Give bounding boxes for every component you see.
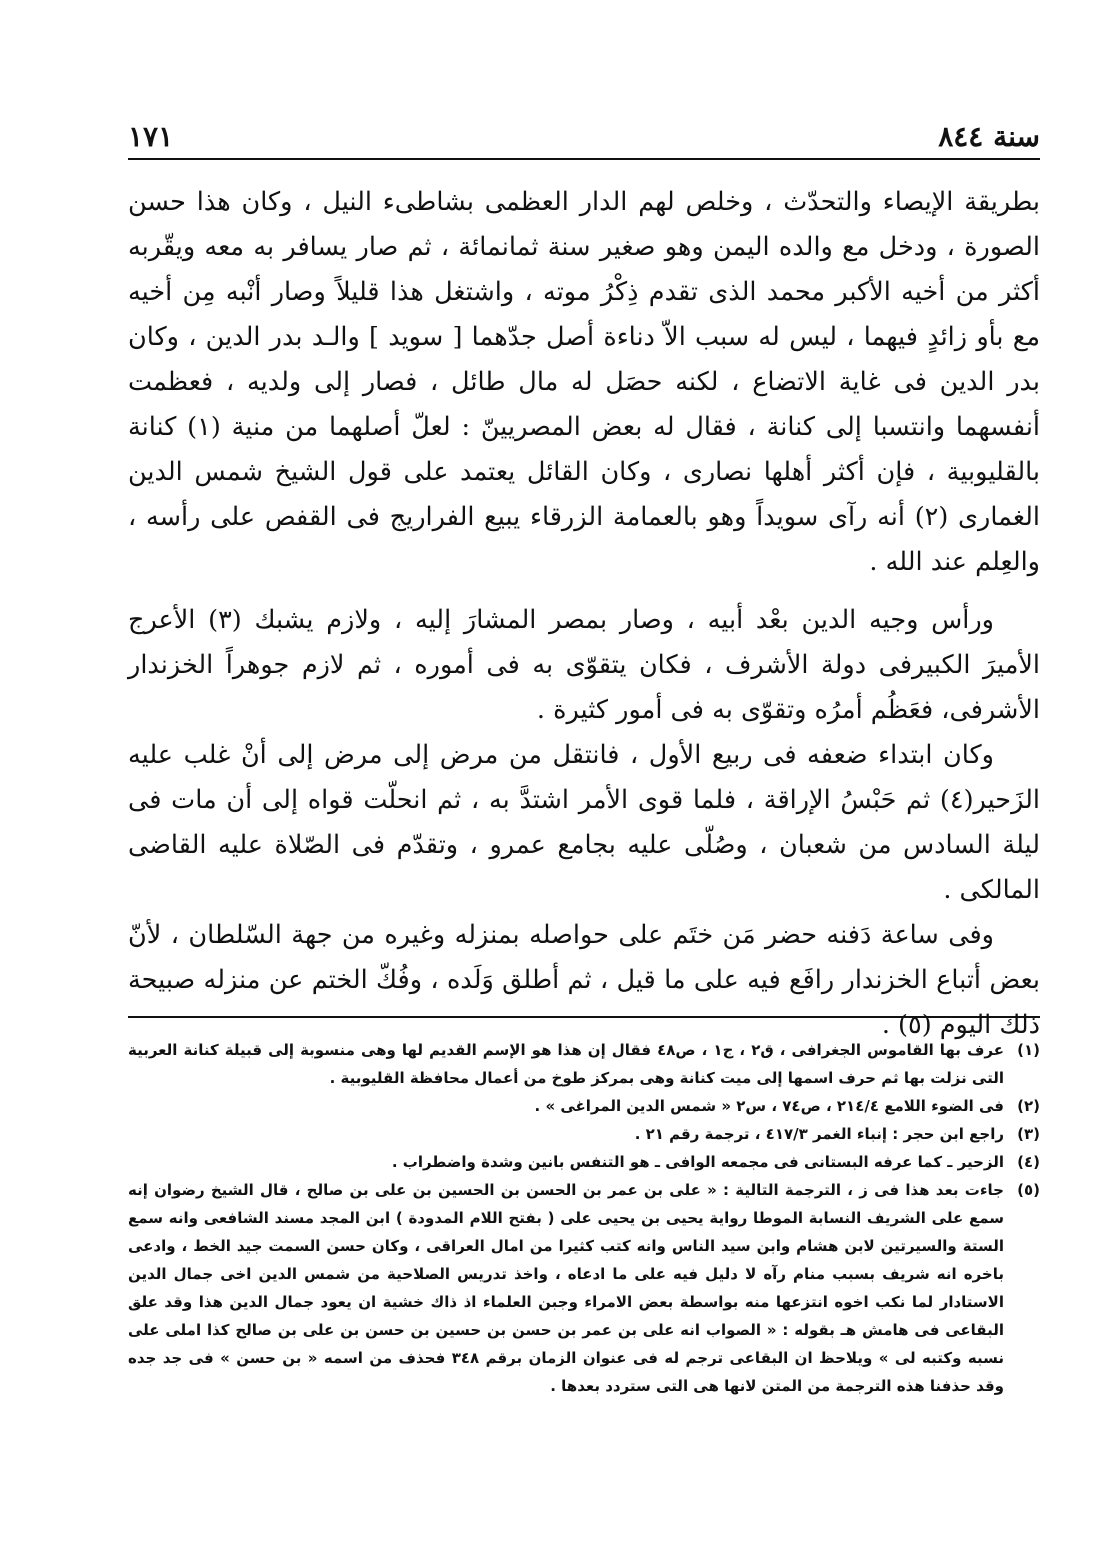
footnote-item [128,1036,1040,1092]
running-title: سنة ٨٤٤ [938,120,1040,153]
footnote-item [128,1176,1040,1400]
paragraph: وفى ساعة دَفنه حضر مَن ختَم على حواصله بمنزله وغيره من جهة السّلطان ، لأنّ بعض أتباع الخزندار رافَع فيه على ما قيل ، ثم أطلق وَلَده ، وفُكّ الختم عن منزله صبيحة ذلك اليوم (٥) . [128,920,1040,1040]
footnote-separator [128,1016,1040,1018]
footnote-item [128,1120,1040,1148]
footnote-number: (٣) [1017,1125,1040,1143]
footnote-number: (٢) [1017,1097,1040,1115]
footnote-number: (٥) [1017,1181,1040,1199]
main-text [128,180,1040,1048]
paragraph: بطريقة الإيصاء والتحدّث ، وخلص لهم الدار العظمى بشاطىء النيل ، وكان هذا حسن الصورة ، ودخل مع والده اليمن وهو صغير سنة ثمانمائة ، ثم صار يسافر به معه ويقّربه أكثر من أخيه الأكبر محمد الذى تقدم ذِكْرُ موته ، واشتغل هذا قليلاً وصار أنْبه مِن أخيه مع بأو زائدٍ فيهما ، ليس له سبب الاّ دناءة أصل جدّهما [ سويد ] والـد بدر الدين ، وكان بدر الدين فى غاية الاتضاع ، لكنه حصَل له مال طائل ، فصار إلى ولديه ، فعظمت أنفسهما وانتسبا إلى كنانة ، فقال له بعض المصريينّ : لعلّ أصلهما من منية (١) كنانة بالقليوبية ، فإن أكثر أهلها نصارى ، وكان القائل يعتمد على قول الشيخ شمس الدين الغمارى (٢) أنه رآى سويداً وهو بالعمامة الزرقاء يبيع الفراريج فى القفص على رأسه ، والعِلم عند الله . [128,187,1040,577]
footnote-text: فى الضوء اللامع ٢١٤/٤ ، ص٧٤ ، س٢ « شمس الدين المراغى » . [534,1097,1004,1115]
footnote-text: الزحير ـ كما عرفه البستانى فى مجمعه الوافى ـ هو التنفس بانين وشدة واضطراب . [391,1153,1004,1171]
footnote-text: جاءت بعد هذا فى ز ، الترجمة التالية : « على بن عمر بن الحسن بن الحسين بن على بن صالح ، قال الشيخ رضوان إنه سمع على الشريف النسابة الموطا رواية يحيى بن يحيى على ( بفتح اللام المدودة ) ابن المجد مسند الشافعى وانه سمع الستة والسيرتين لابن هشام وابن سيد الناس وانه كتب كثيرا من امال العراقى ، وكان حسن السمت جيد الخط ، وادعى باخره انه شريف بسبب منام رآه لا دليل فيه على ما ادعاه ، واخذ تدريس الصلاحية من شمس الدين اخى جمال الدين الاستادار لما نكب اخوه انتزعها منه بواسطة بعض الامراء وجبن العلماء اذ ذاك خشية ان يعود جمال الدين هذا وقد علق البقاعى فى هامش هـ بقوله : « الصواب انه على بن عمر بن حسن بن حسين بن حسن بن على بن صالح كذا املى على نسبه وكتبه لى » ويلاحظ ان البقاعى ترجم له فى عنوان الزمان برقم ٣٤٨ فحذف من اسمه « بن حسن » فى جد جده وقد حذفنا هذه الترجمة من المتن لانها هى التى ستردد بعدها . [128,1181,1004,1395]
footnotes [128,1036,1040,1400]
page-header [128,118,1040,160]
footnote-item [128,1092,1040,1120]
footnote-number: (٤) [1017,1153,1040,1171]
footnote-number: (١) [1017,1041,1040,1059]
paragraph: وكان ابتداء ضعفه فى ربيع الأول ، فانتقل من مرض إلى مرض إلى أنْ غلب عليه الزَحير(٤) ثم حَبْسُ الإراقة ، فلما قوى الأمر اشتدَّ به ، ثم انحلّت قواه إلى أن مات فى ليلة السادس من شعبان ، وصُلّى عليه بجامع عمرو ، وتقدّم فى الصّلاة عليه القاضى المالكى . [128,740,1040,905]
page-number: ١٧١ [128,120,174,153]
footnote-item [128,1148,1040,1176]
footnote-text: راجع ابن حجر : إنباء الغمر ٤١٧/٣ ، ترجمة رقم ٢١ . [634,1125,1004,1143]
footnote-text: عرف بها القاموس الجغرافى ، ق٢ ، ج١ ، ص٤٨ فقال إن هذا هو الإسم القديم لها وهى منسوبة إلى قبيلة كنانة العربية التى نزلت بها ثم حرف اسمها إلى ميت كنانة وهى بمركز طوخ من أعمال محافظة القليوبية . [128,1041,1004,1087]
paragraph: ورأس وجيه الدين بعْد أبيه ، وصار بمصر المشارَ إليه ، ولازم يشبك (٣) الأعرج الأميرَ الكبيرفى دولة الأشرف ، فكان يتقوّى به فى أموره ، ثم لازم جوهراً الخزندار الأشرفى، فعَظُم أمرُه وتقوّى به فى أمور كثيرة . [128,605,1040,725]
